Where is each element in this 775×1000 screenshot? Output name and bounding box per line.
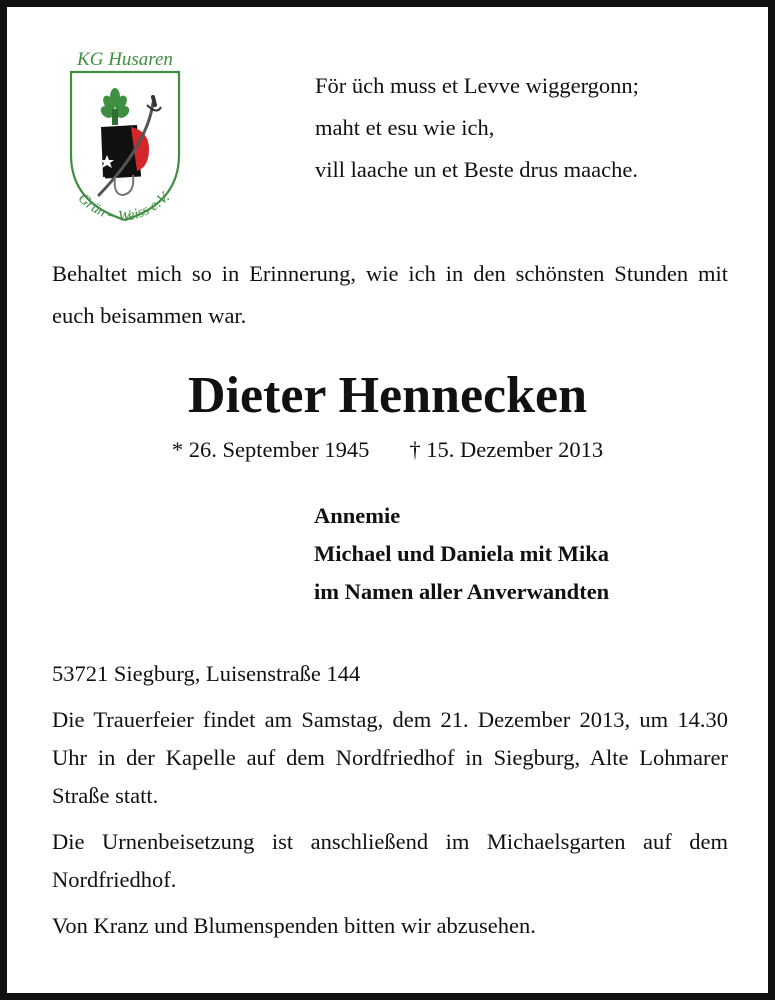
club-crest-logo <box>57 45 187 225</box>
family-line: im Namen aller Anverwandten <box>314 579 610 604</box>
remembrance-motto: Behaltet mich so in Erinnerung, wie ich in den schönsten Stunden mit euch beisammen war. <box>52 261 728 328</box>
family-line: Annemie <box>314 503 401 528</box>
death-date: † 15. Dezember 2013 <box>409 437 604 462</box>
verse-line: vill laache un et Beste drus maache. <box>315 157 638 182</box>
birth-date: * 26. September 1945 <box>171 437 370 462</box>
crest-top-text: KG Husaren <box>77 49 173 70</box>
address-line: 53721 Siegburg, Luisenstraße 144 <box>52 661 361 686</box>
flowers-request-text: Von Kranz und Blumenspenden bitten wir abzusehen. <box>52 913 536 938</box>
verse-line: maht et esu wie ich, <box>315 115 495 140</box>
funeral-information <box>52 655 728 953</box>
family-line: Michael und Daniela mit Mika <box>314 541 610 566</box>
life-dates <box>7 432 768 468</box>
verse-line: För üch muss et Levve wiggergonn; <box>315 73 639 98</box>
urn-burial-text: Die Urnenbeisetzung ist anschließend im Michaelsgarten auf dem Nordfriedhof. <box>52 829 728 892</box>
funeral-service-text: Die Trauerfeier findet am Samstag, dem 21. Dezember 2013, um 14.30 Uhr in der Kapelle auf dem Nordfriedhof in Siegburg, Alte Lohmarer Straße statt. <box>52 707 728 808</box>
dialect-verse <box>315 65 735 191</box>
crest-bottom-text: Grün – Weiss e.V. <box>74 189 174 225</box>
deceased-name: Dieter Hennecken <box>187 367 588 424</box>
mourning-family <box>314 497 754 611</box>
